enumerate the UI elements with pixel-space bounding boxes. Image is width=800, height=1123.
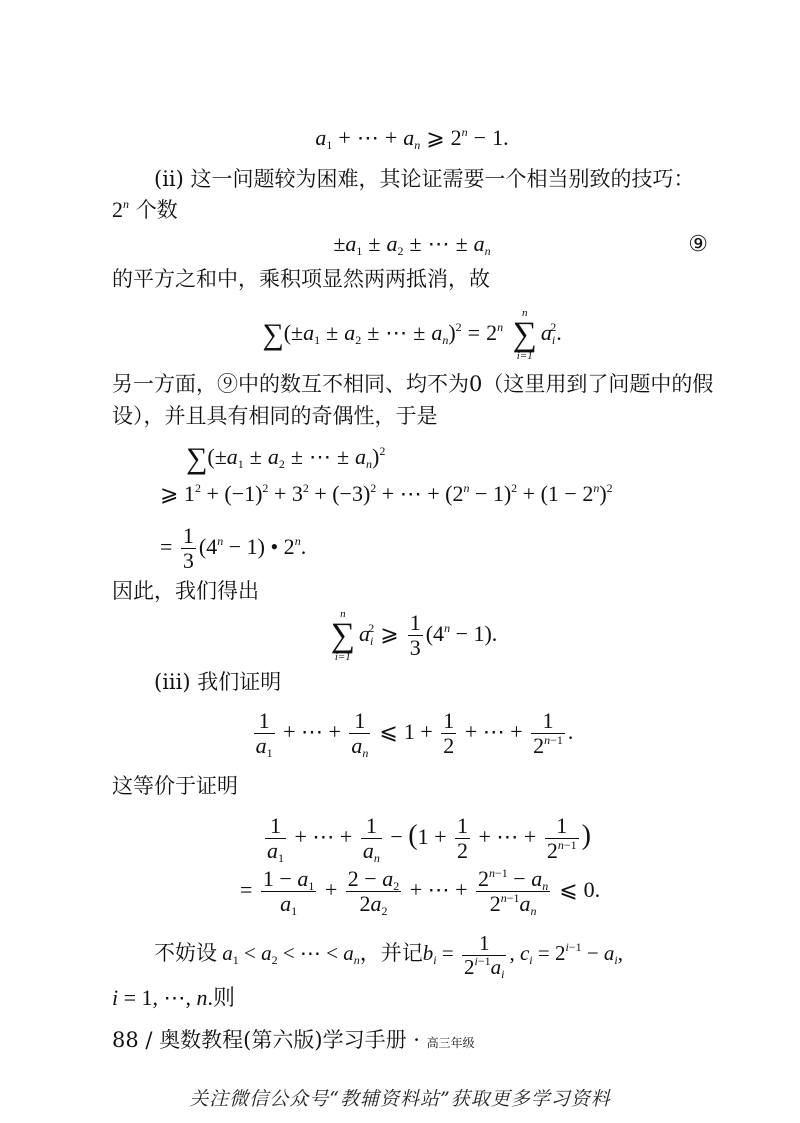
equivalent-line2: = $\frac{1 - a_1}{a_1}$ + $\frac{2 - a_2}{2a_2}$ + ⋯ + $\frac{2^{n-1} - a_n}{2^{n-1}a_n}$ ⩽ 0. — [240, 866, 601, 919]
last-paragraph-line2: i = 1, ⋯, n.则 — [112, 985, 236, 1010]
last-text1: 不妨设 — [154, 941, 217, 965]
part-iii-text2: 这等价于证明 — [112, 774, 238, 798]
last-then: 则 — [213, 985, 236, 1010]
part-ii-paragraph-line3 — [112, 265, 712, 293]
part-iii-paragraph-line1 — [112, 668, 712, 696]
part-ii-paragraph-line4 — [112, 370, 712, 398]
part-ii-text2: 个数 — [135, 198, 178, 222]
part-ii-text5: 设），并且具有相同的奇偶性，于是 — [112, 404, 438, 428]
equation-harmonic-inequality: $\frac{1}{a_1}$ + ⋯ + $\frac{1}{a_n}$ ⩽ 1 + $\frac{1}{2}$ + ⋯ + $\frac{1}{2^{n-1}}$ . — [255, 708, 574, 761]
part-iii-text1: 我们证明 — [197, 670, 282, 694]
part-iii-label: (iii) — [154, 670, 191, 694]
equation-sum-lower-bound: $a_1$ + ⋯ + $a_n$ ⩾ $2^n - 1$. — [315, 125, 509, 152]
inequality-line2: ⩾ $1^2 + (-1)^2 + 3^2 + (-3)^2$ + ⋯ + $(2^n - 1)^2 + (1 - 2^n)^2$ — [160, 481, 613, 506]
last-text2: ，并记 — [359, 941, 423, 965]
part-iii-paragraph-line2 — [112, 772, 712, 800]
inequality-line3: = $\frac{1}{3}$ $(4^n - 1)$ • 2$^n$. — [160, 523, 307, 574]
part-ii-label: (ii) — [154, 167, 184, 191]
grade-label: 高三年级 — [426, 1036, 475, 1050]
page-number: 88 — [112, 1028, 139, 1052]
equation-sum-of-squares: $\sum(\pm a_1 \pm a_2$ ± ⋯ ± $a_n)^2 = 2^n$ n ∑ i=1 $a_i^2$. — [262, 306, 562, 362]
equation-conclusion-ii: n ∑ i=1 $a_i^2$ ⩾ $\frac{1}{3}$ $(4^n - 1)$. — [330, 607, 498, 663]
book-title: 奥数教程(第六版)学习手册 — [159, 1028, 407, 1052]
footer-dot: · — [413, 1028, 420, 1052]
inequality-line1: $\sum(\pm a_1 \pm a_2$ ± ⋯ ± $a_n)^2$ — [186, 441, 386, 475]
part-ii-paragraph-line5 — [112, 402, 712, 430]
part-ii-text1: 这一问题较为困难，其论证需要一个相当别致的技巧： — [190, 167, 695, 191]
equivalent-line1: $\frac{1}{a_1}$ + ⋯ + $\frac{1}{a_n}$ − (1 + $\frac{1}{2}$ + ⋯ + $\frac{1}{2^{n-1}}$ ) — [267, 813, 591, 866]
equation-number-9: ⑨ — [688, 231, 708, 256]
equation-signed-sums: $\pm a_1 \pm a_2$ ± ⋯ ± $a_n$ ⑨ — [333, 231, 708, 258]
part-ii-paragraph-line6 — [112, 577, 712, 605]
part-ii-text3: 的平方之和中，乘积项显然两两抵消，故 — [112, 267, 490, 291]
watermark-text: 关注微信公众号“教辅资料站”获取更多学习资料 — [189, 1088, 611, 1110]
part-ii-paragraph-line2: 2$^n$ 个数 — [112, 197, 178, 222]
part-ii-paragraph-line1 — [112, 165, 712, 193]
last-paragraph-line1: 不妨设 $a_1 < a_2$ < ⋯ < $a_n$，并记$b_i$ = $\frac{1}{2^{i-1}a_i}$ , $c_i = 2^{i-1} - a_i$, — [154, 930, 624, 981]
part-ii-text4: 另一方面，⑨中的数互不相同、均不为0（这里用到了问题中的假 — [112, 372, 714, 396]
part-ii-text6: 因此，我们得出 — [112, 579, 259, 603]
footer-separator: / — [145, 1028, 153, 1052]
page-footer — [112, 1024, 475, 1054]
